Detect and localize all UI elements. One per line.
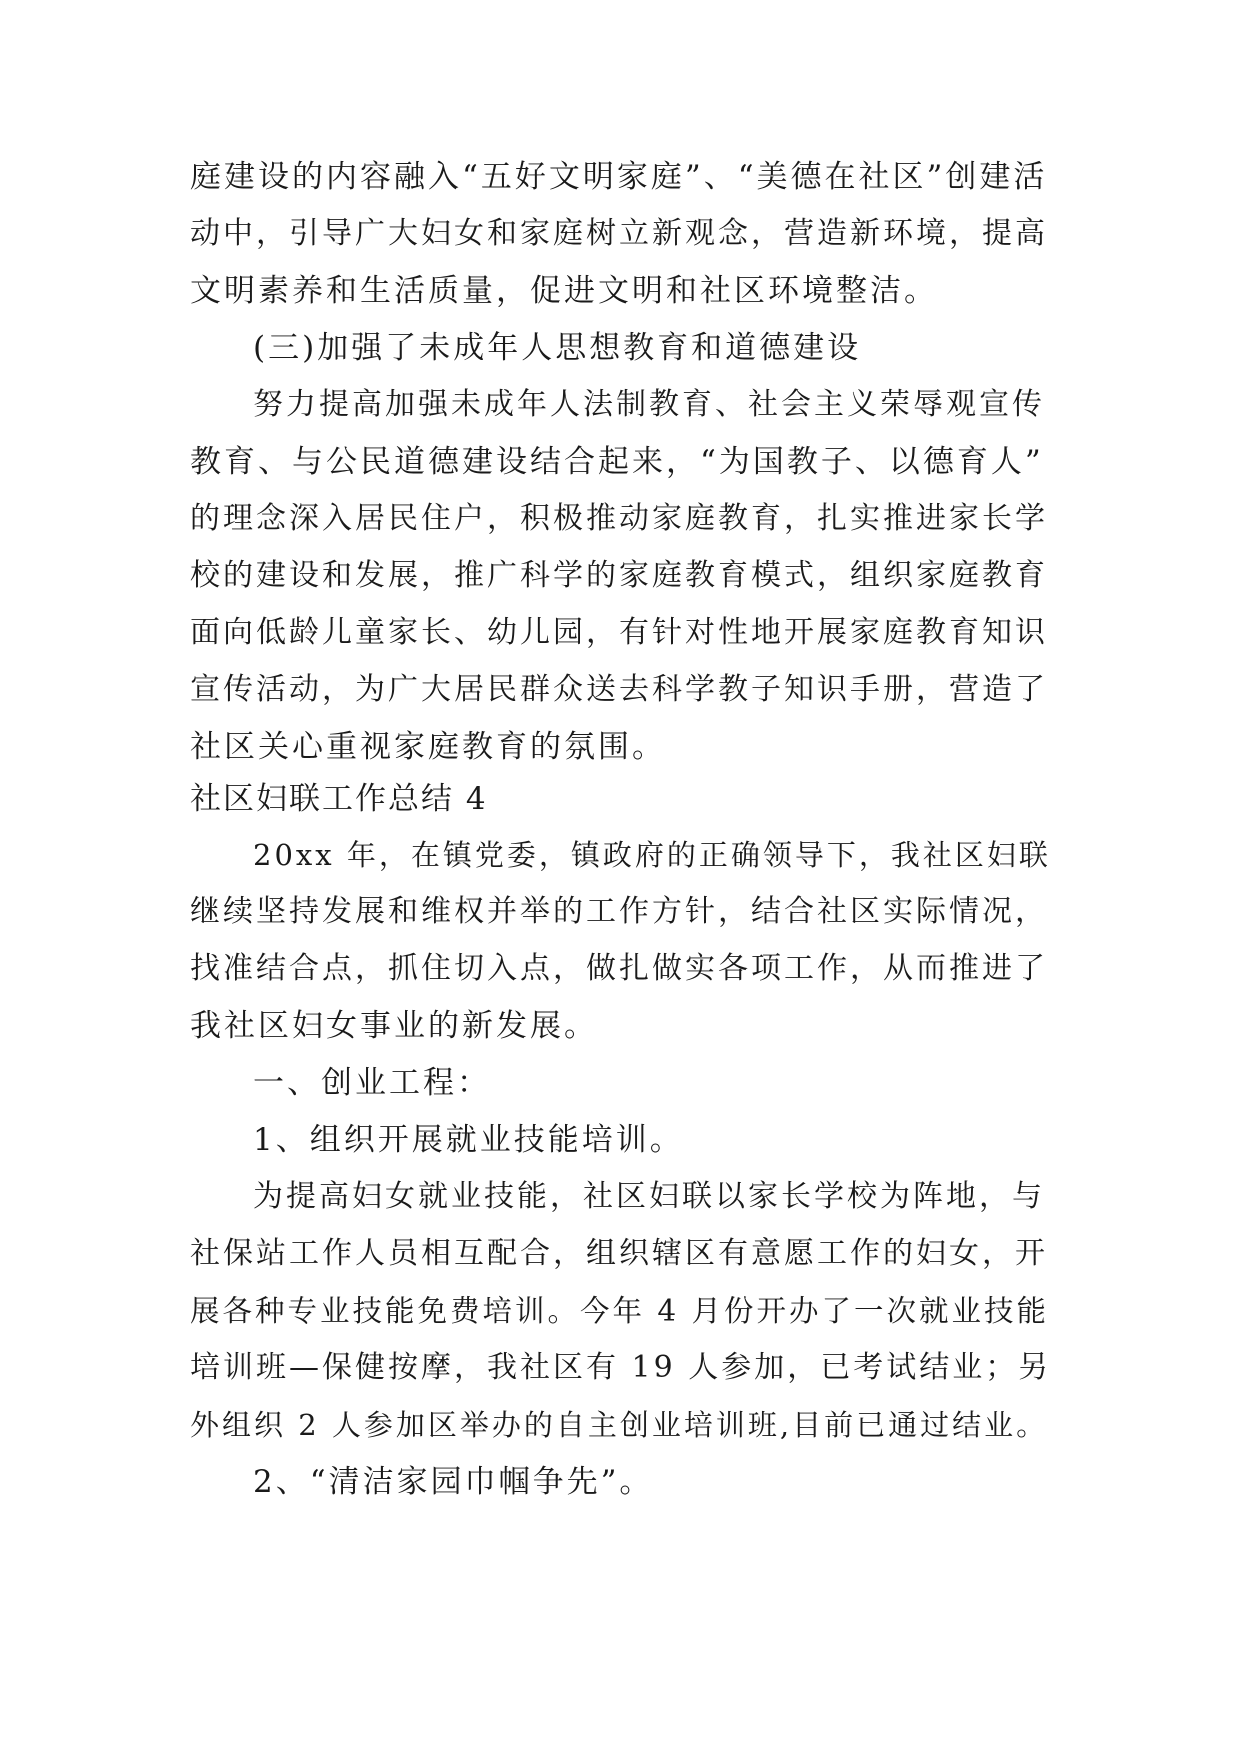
paragraph-line: 努力提高加强未成年人法制教育、社会主义荣辱观宣传 bbox=[253, 387, 1045, 422]
paragraph-line: 宣传活动，为广大居民群众送去科学教子知识手册，营造了 bbox=[190, 672, 1048, 707]
paragraph-line: 为提高妇女就业技能，社区妇联以家长学校为阵地，与 bbox=[253, 1179, 1045, 1214]
paragraph-line: 社区关心重视家庭教育的氛围。 bbox=[190, 729, 666, 765]
paragraph-line: 我社区妇女事业的新发展。 bbox=[190, 1008, 598, 1044]
paragraph-line: 继续坚持发展和维权并举的工作方针，结合社区实际情况， bbox=[190, 894, 1048, 929]
paragraph-line: 面向低龄儿童家长、幼儿园，有针对性地开展家庭教育知识 bbox=[190, 615, 1048, 650]
subsection-heading: 2、“清洁家园巾帼争先”。 bbox=[253, 1464, 654, 1500]
paragraph-line: 的理念深入居民住户，积极推动家庭教育，扎实推进家长学 bbox=[190, 501, 1048, 536]
article-title: 社区妇联工作总结 4 bbox=[190, 781, 488, 817]
section-heading: (三)加强了未成年人思想教育和道德建设 bbox=[253, 330, 862, 366]
subsection-heading: 1、组织开展就业技能培训。 bbox=[253, 1122, 684, 1158]
section-heading: 一、创业工程： bbox=[253, 1065, 491, 1101]
paragraph-line: 找准结合点，抓住切入点，做扎做实各项工作，从而推进了 bbox=[190, 951, 1048, 986]
paragraph-line: 社保站工作人员相互配合，组织辖区有意愿工作的妇女，开 bbox=[190, 1236, 1048, 1271]
paragraph-line: 校的建设和发展，推广科学的家庭教育模式，组织家庭教育 bbox=[190, 558, 1048, 593]
paragraph-line: 外组织 2 人参加区举办的自主创业培训班,目前已通过结业。 bbox=[190, 1408, 1049, 1442]
paragraph-line: 教育、与公民道德建设结合起来，“为国教子、以德育人” bbox=[190, 444, 1044, 480]
paragraph-line: 培训班—保健按摩，我社区有 19 人参加，已考试结业；另 bbox=[190, 1350, 1052, 1385]
paragraph-line: 20xx 年，在镇党委，镇政府的正确领导下，我社区妇联 bbox=[253, 838, 1051, 872]
paragraph-line: 展各种专业技能免费培训。今年 4 月份开办了一次就业技能 bbox=[190, 1294, 1050, 1328]
paragraph-line: 动中，引导广大妇女和家庭树立新观念，营造新环境，提高 bbox=[190, 216, 1048, 251]
paragraph-line: 庭建设的内容融入“五好文明家庭”、“美德在社区”创建活 bbox=[190, 159, 1048, 195]
paragraph-line: 文明素养和生活质量，促进文明和社区环境整洁。 bbox=[190, 273, 938, 309]
